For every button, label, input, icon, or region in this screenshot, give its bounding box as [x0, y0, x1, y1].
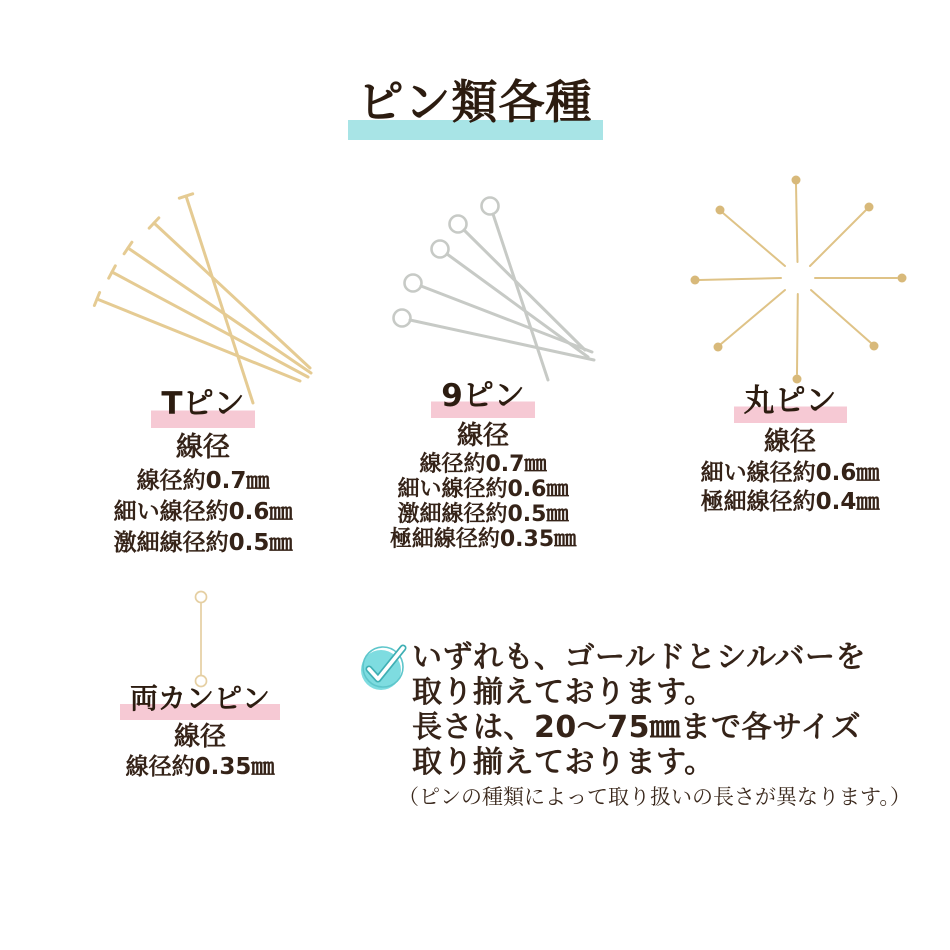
round-pin-spec: 細い線径約0.6㎜ — [700, 460, 880, 486]
nine-pin-section — [358, 379, 608, 552]
round-pin-illustration-icon — [675, 160, 920, 395]
nine-pin-spec: 極細線径約0.35㎜ — [389, 527, 577, 552]
note-line: 長さは、20〜75㎜まで各サイズ — [412, 710, 862, 745]
ryokan-pin-diameter-heading: 線径 — [173, 722, 226, 752]
nine-pin-diameter-heading: 線径 — [456, 421, 509, 451]
page-title-text: ピン類各種 — [348, 64, 603, 140]
t-pin-label: Tピン — [58, 386, 348, 428]
ryokan-pin-label: 両カンピン — [80, 682, 320, 720]
t-pin-diameter-heading: 線径 — [176, 432, 230, 463]
note-caption: （ピンの種類によって取り扱いの長さが異なります。） — [398, 785, 911, 809]
t-pin-illustration-icon — [85, 165, 325, 410]
check-circle-icon — [354, 640, 410, 696]
nine-pin-spec: 細い線径約0.6㎜ — [397, 477, 569, 502]
t-pin-spec: 線径約0.7㎜ — [136, 468, 270, 494]
ryokan-pin-spec: 線径約0.35㎜ — [125, 754, 275, 780]
ryokan-pin-illustration-icon — [185, 580, 219, 692]
nine-pin-spec: 線径約0.7㎜ — [419, 452, 547, 477]
round-pin-label: 丸ピン — [665, 384, 915, 423]
note-line: 取り揃えております。 — [412, 745, 715, 780]
page-title — [0, 64, 950, 140]
t-pin-section — [58, 386, 348, 559]
nine-pin-illustration-icon — [385, 175, 610, 385]
availability-note — [352, 640, 932, 810]
note-text — [412, 640, 932, 780]
nine-pin-spec: 激細線径約0.5㎜ — [397, 502, 569, 527]
round-pin-section — [665, 384, 915, 517]
ryokan-pin-section — [80, 682, 320, 781]
t-pin-spec: 激細線径約0.5㎜ — [113, 530, 293, 556]
round-pin-diameter-heading: 線径 — [763, 427, 816, 457]
nine-pin-label: 9ピン — [358, 379, 608, 418]
note-line: 取り揃えております。 — [412, 675, 715, 710]
round-pin-spec: 極細線径約0.4㎜ — [700, 489, 880, 515]
note-line: いずれも、ゴールドとシルバーを — [412, 640, 867, 675]
t-pin-spec: 細い線径約0.6㎜ — [113, 499, 293, 525]
